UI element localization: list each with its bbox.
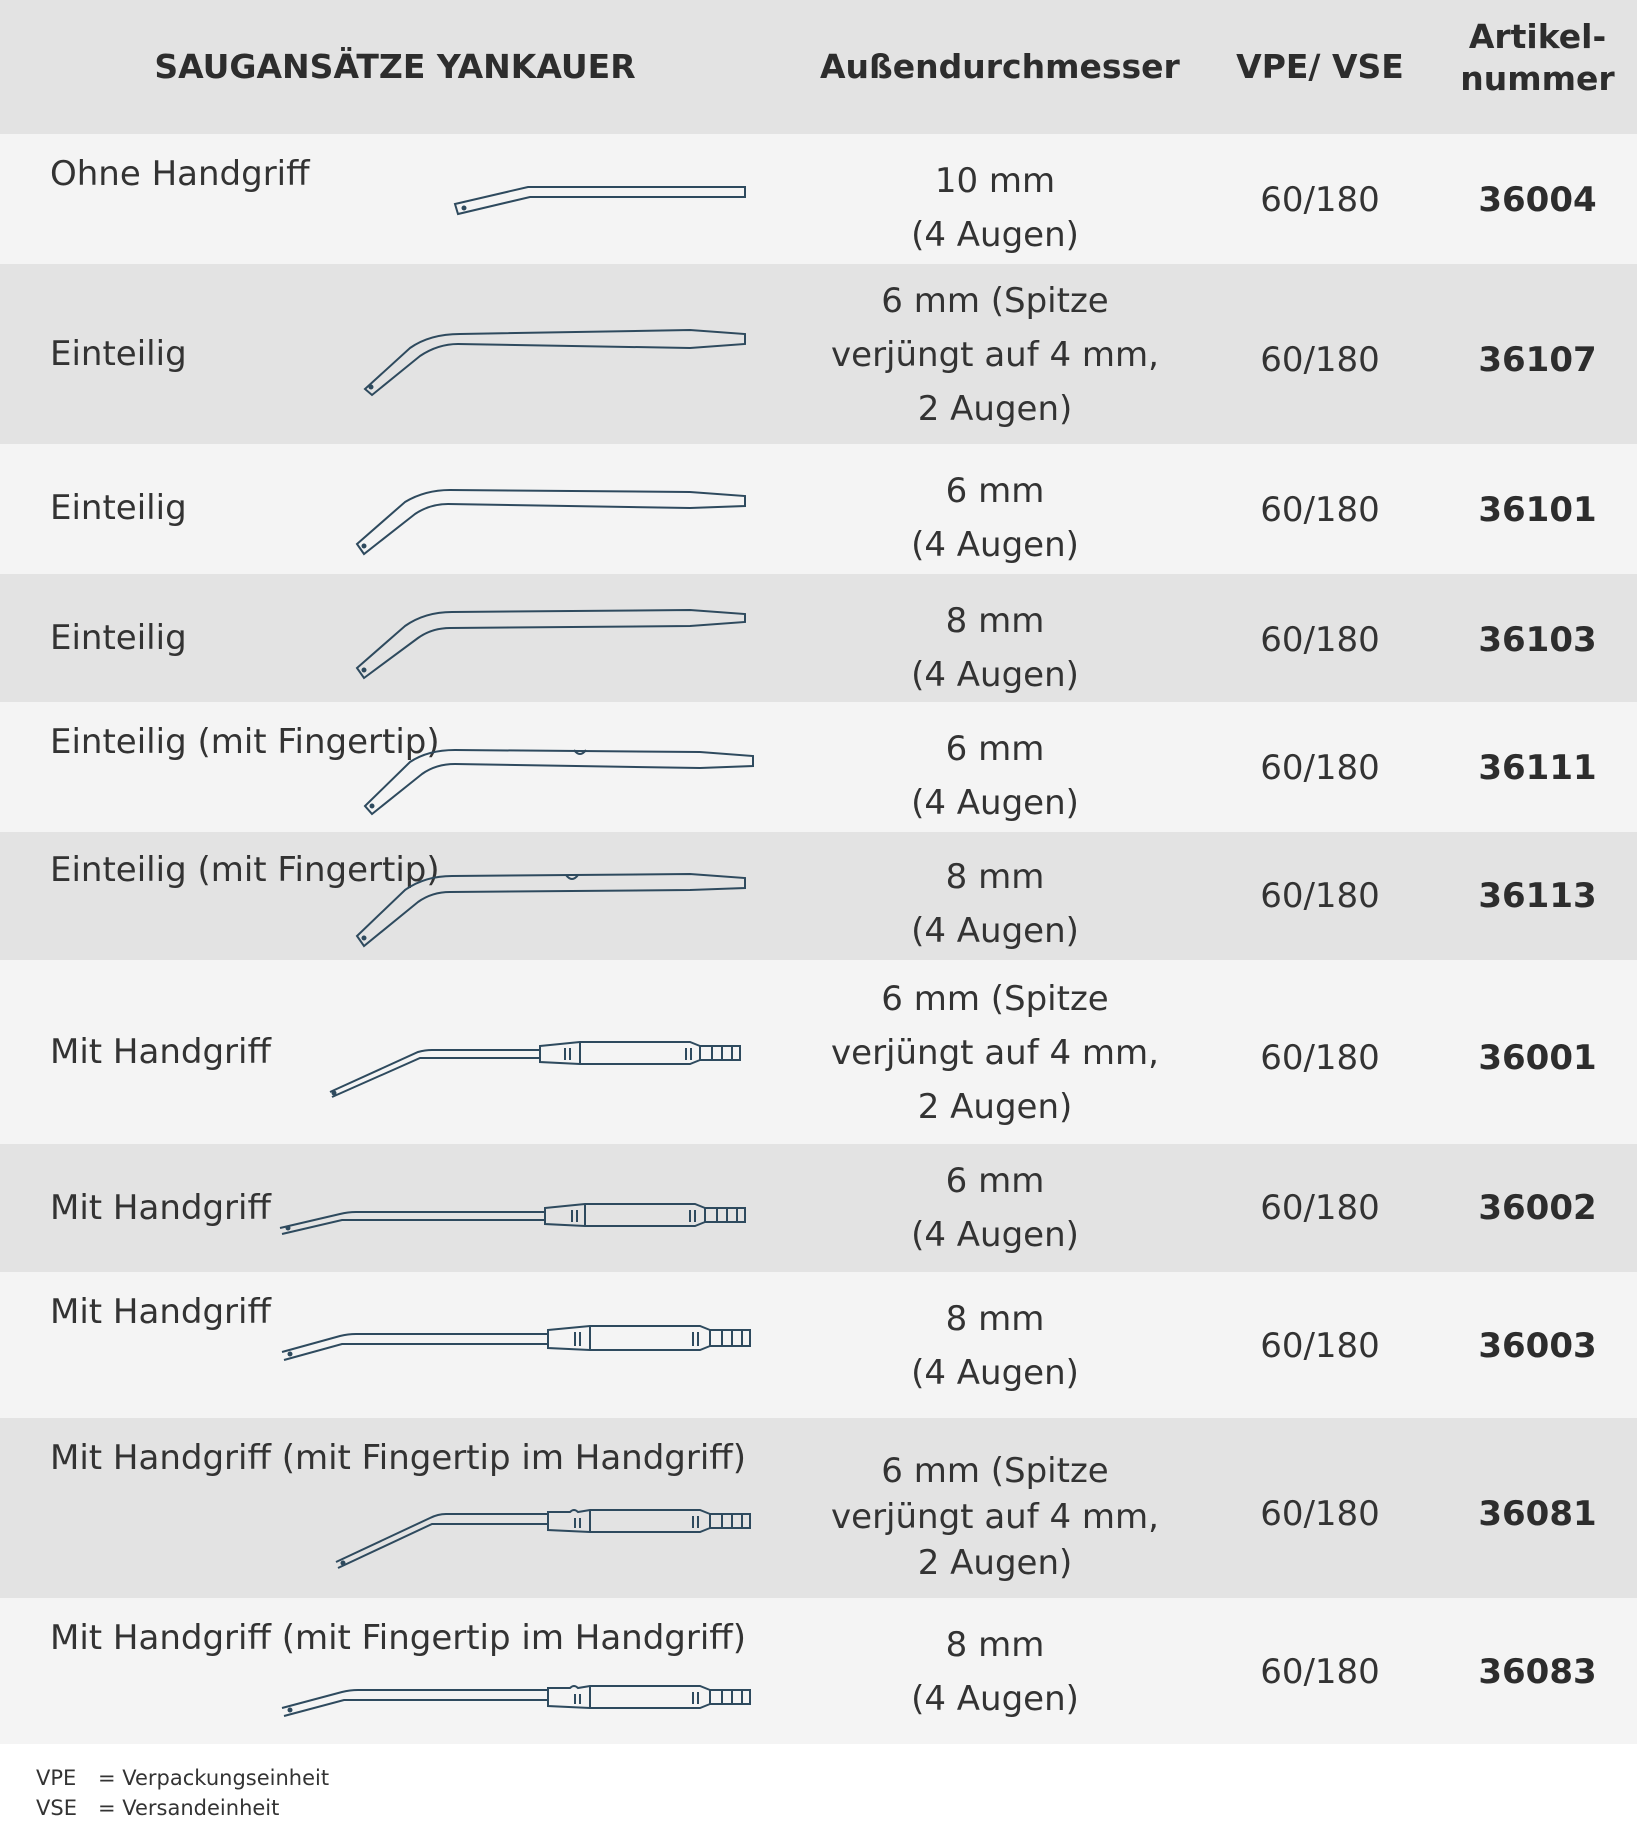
product-name: Mit Handgriff	[50, 1188, 271, 1228]
product-name: Mit Handgriff (mit Fingertip im Handgriff)	[50, 1618, 746, 1658]
vpe-vse-value: 60/180	[1260, 490, 1380, 530]
legend-abbr: VPE	[36, 1766, 77, 1790]
product-name: Einteilig	[50, 488, 187, 528]
table-row	[0, 574, 1637, 702]
header-vpe: VPE/ VSE	[1236, 47, 1404, 86]
legend-text: = Verpackungseinheit	[98, 1766, 330, 1790]
outer-diameter: 6 mm (4 Augen)	[911, 729, 1079, 823]
outer-diameter: 6 mm (Spitze verjüngt auf 4 mm, 2 Augen)	[831, 1451, 1159, 1583]
article-number: 36083	[1478, 1652, 1597, 1692]
vpe-vse-value: 60/180	[1260, 1038, 1380, 1078]
legend-text: = Versandeinheit	[98, 1796, 280, 1820]
article-number: 36002	[1478, 1188, 1597, 1228]
article-number: 36081	[1478, 1494, 1597, 1534]
vpe-vse-value: 60/180	[1260, 1652, 1380, 1692]
vpe-vse-value: 60/180	[1260, 1188, 1380, 1228]
legend-vpe	[36, 1766, 329, 1790]
vpe-vse-value: 60/180	[1260, 876, 1380, 916]
legend-abbr: VSE	[36, 1796, 77, 1820]
outer-diameter: 6 mm (4 Augen)	[911, 1161, 1079, 1255]
table-row	[0, 264, 1637, 444]
product-name: Einteilig	[50, 334, 187, 374]
article-number: 36001	[1478, 1038, 1597, 1078]
outer-diameter: 10 mm (4 Augen)	[911, 161, 1079, 255]
vpe-vse-value: 60/180	[1260, 340, 1380, 380]
vpe-vse-value: 60/180	[1260, 620, 1380, 660]
outer-diameter: 8 mm (4 Augen)	[911, 1299, 1079, 1393]
vpe-vse-value: 60/180	[1260, 1494, 1380, 1534]
article-number: 36004	[1478, 180, 1597, 220]
product-name: Ohne Handgriff	[50, 154, 310, 194]
header-diameter: Außendurchmesser	[820, 47, 1180, 86]
article-number: 36003	[1478, 1326, 1597, 1366]
product-name: Mit Handgriff	[50, 1032, 271, 1072]
table-row	[0, 1272, 1637, 1418]
legend-vse	[36, 1796, 279, 1820]
product-name: Mit Handgriff	[50, 1292, 271, 1332]
header-article-line1: Artikel-	[1468, 17, 1607, 56]
table-row	[0, 702, 1637, 832]
header-article	[1440, 16, 1635, 100]
table-row	[0, 832, 1637, 960]
article-number: 36101	[1478, 490, 1597, 530]
article-number: 36103	[1478, 620, 1597, 660]
table-row	[0, 134, 1637, 264]
article-number: 36111	[1478, 748, 1597, 788]
product-name: Einteilig	[50, 618, 187, 658]
outer-diameter: 6 mm (Spitze verjüngt auf 4 mm, 2 Augen)	[831, 281, 1159, 429]
vpe-vse-value: 60/180	[1260, 180, 1380, 220]
table-row	[0, 1418, 1637, 1598]
product-name: Mit Handgriff (mit Fingertip im Handgriff)	[50, 1438, 746, 1478]
table-row	[0, 1144, 1637, 1272]
header-product: SAUGANSÄTZE YANKAUER	[154, 47, 636, 86]
outer-diameter: 8 mm (4 Augen)	[911, 601, 1079, 695]
outer-diameter: 8 mm (4 Augen)	[911, 857, 1079, 951]
vpe-vse-value: 60/180	[1260, 748, 1380, 788]
table-row	[0, 1598, 1637, 1744]
table-row	[0, 960, 1637, 1144]
vpe-vse-value: 60/180	[1260, 1326, 1380, 1366]
product-name: Einteilig (mit Fingertip)	[50, 850, 440, 890]
outer-diameter: 6 mm (Spitze verjüngt auf 4 mm, 2 Augen)	[831, 979, 1159, 1127]
outer-diameter: 6 mm (4 Augen)	[911, 471, 1079, 565]
outer-diameter: 8 mm (4 Augen)	[911, 1625, 1079, 1719]
product-name: Einteilig (mit Fingertip)	[50, 722, 440, 762]
article-number: 36107	[1478, 340, 1597, 380]
table-row	[0, 444, 1637, 574]
header-article-line2: nummer	[1460, 59, 1615, 98]
article-number: 36113	[1478, 876, 1597, 916]
table-header	[0, 0, 1637, 134]
